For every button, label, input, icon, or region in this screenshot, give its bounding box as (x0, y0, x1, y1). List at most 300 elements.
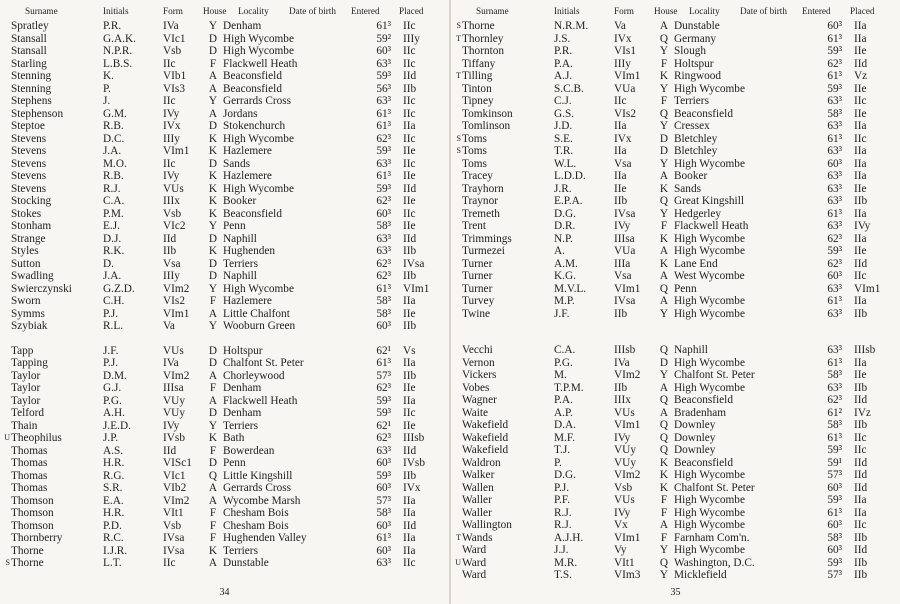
form-cell: VIm1 (163, 307, 190, 320)
form-cell: VIm1 (614, 419, 641, 431)
house-cell: Y (659, 45, 669, 57)
row-mark (455, 494, 462, 507)
row-mark (4, 258, 11, 271)
locality-cell: Chorleywood (223, 369, 285, 382)
surname-cell: Wagner (462, 394, 497, 406)
entered-cell: 60³ (827, 519, 842, 531)
table-row (4, 158, 445, 171)
house-cell: Q (659, 431, 669, 444)
placed-cell: IIc (854, 270, 867, 282)
entered-cell: 63³ (827, 344, 842, 356)
locality-cell: Beaconsfield (674, 456, 733, 469)
table-row (4, 170, 445, 183)
placed-cell: IIb (403, 320, 417, 332)
house-cell: Y (659, 157, 669, 170)
surname-cell: Thomas (11, 444, 48, 457)
row-mark (455, 569, 462, 582)
form-cell: VIm1 (614, 531, 641, 544)
locality-cell: Great Kingshill (674, 195, 744, 207)
initials-cell: M.R. (554, 556, 578, 569)
header-initials: Initials (103, 6, 129, 16)
house-cell: K (659, 257, 669, 270)
placed-cell: IIe (403, 382, 416, 394)
form-cell: IVsa (163, 544, 185, 557)
gap-cell (4, 333, 445, 345)
table-row (455, 532, 896, 545)
entered-cell: 61³ (827, 207, 842, 220)
initials-cell: H.R. (103, 507, 125, 519)
entered-cell: 63³ (827, 195, 842, 207)
initials-cell: T.S. (554, 569, 572, 581)
surname-cell: Tomkinson (462, 107, 513, 120)
form-cell: VIm3 (614, 569, 641, 581)
locality-cell: Bath (223, 432, 245, 444)
initials-cell: C.A. (103, 195, 125, 207)
placed-cell: IId (854, 469, 868, 481)
table-row (4, 95, 445, 108)
initials-cell: D.C. (103, 132, 125, 145)
table-row (4, 220, 445, 233)
initials-cell: M. (554, 369, 567, 381)
entered-cell: 58³ (376, 507, 391, 519)
surname-cell: Stansall (11, 32, 47, 45)
table-row (455, 108, 896, 121)
table-row (4, 270, 445, 283)
row-mark (4, 308, 11, 321)
form-cell: VIb2 (163, 482, 187, 494)
initials-cell: A.J. (554, 70, 573, 82)
placed-cell: IIb (854, 381, 868, 394)
house-cell: Y (659, 369, 669, 381)
form-cell: IVy (614, 506, 631, 519)
table-row (4, 45, 445, 58)
surname-cell: Wallen (462, 481, 494, 494)
house-cell: K (659, 70, 669, 82)
entered-cell: 60³ (376, 45, 391, 57)
initials-cell: A.S. (103, 444, 124, 457)
placed-cell: IIb (854, 195, 868, 207)
locality-cell: Denham (223, 20, 262, 32)
form-cell: IVy (614, 220, 631, 232)
surname-cell: Vecchi (462, 344, 493, 356)
placed-cell: IIa (403, 120, 416, 132)
locality-cell: Denham (223, 382, 262, 394)
placed-cell: IIa (403, 295, 416, 307)
initials-cell: J.P. (103, 432, 119, 444)
header-locality: Locality Date of birth (689, 6, 787, 16)
house-cell: Y (659, 120, 669, 132)
row-mark (4, 245, 11, 258)
locality-cell: Hughenden Valley (223, 532, 307, 544)
form-cell: VIc2 (163, 220, 186, 232)
row-mark (4, 482, 11, 495)
initials-cell: L.T. (103, 557, 122, 569)
entered-cell: 63³ (827, 120, 842, 132)
table-row (4, 432, 445, 445)
table-row (4, 520, 445, 533)
table-row (4, 495, 445, 508)
form-cell: VIm2 (163, 369, 190, 382)
placed-cell: IIc (403, 95, 416, 107)
entered-cell: 63³ (827, 307, 842, 320)
header-row (455, 4, 896, 20)
form-cell: VUy (163, 394, 185, 407)
row-mark (455, 233, 462, 246)
row-mark (455, 158, 462, 171)
table-row (4, 470, 445, 483)
row-mark (455, 208, 462, 221)
house-cell: K (208, 207, 218, 220)
initials-cell: P.D. (103, 519, 122, 532)
entered-cell: 61³ (376, 532, 391, 544)
surname-cell: Wallington (462, 519, 512, 531)
surname-cell: Traynor (462, 195, 498, 207)
house-cell: Q (659, 344, 669, 356)
row-mark (4, 58, 11, 71)
house-cell: F (209, 519, 217, 532)
gap-cell (455, 332, 896, 344)
row-mark (455, 270, 462, 283)
house-cell: D (659, 132, 669, 145)
placed-cell: IIa (854, 295, 867, 307)
house-cell: D (208, 457, 218, 469)
surname-cell: Vickers (462, 369, 497, 381)
form-cell: VIm2 (163, 494, 190, 507)
form-cell: VUy (614, 456, 636, 469)
row-mark (455, 382, 462, 395)
entered-cell: 61³ (376, 282, 391, 295)
surname-cell: Turmezei (462, 245, 505, 257)
form-cell: IIIx (163, 195, 180, 207)
section-gap (4, 333, 445, 345)
initials-cell: P.R. (103, 20, 122, 32)
house-cell: D (208, 120, 218, 132)
row-mark (4, 20, 11, 33)
placed-cell: IId (854, 57, 868, 70)
house-cell: D (208, 45, 218, 57)
house-cell: F (660, 57, 668, 70)
form-cell: VIt1 (614, 556, 635, 569)
entered-cell: 61³ (827, 356, 842, 369)
row-mark (455, 344, 462, 357)
entered-cell: 59¹ (827, 456, 842, 469)
initials-cell: D.G. (554, 207, 576, 220)
header-placed: Placed (850, 6, 875, 16)
locality-cell: Bowerdean (223, 444, 275, 457)
surname-cell: Stenning (11, 70, 52, 82)
table-row (4, 183, 445, 196)
entered-cell: 61³ (376, 107, 391, 120)
row-mark (455, 283, 462, 296)
locality-cell: Jordans (223, 107, 258, 120)
initials-cell: T.J. (554, 444, 571, 456)
placed-cell: IIe (403, 307, 416, 320)
row-mark: U (455, 557, 461, 567)
page-number-left: 34 (219, 587, 230, 598)
form-cell: IIIa (614, 257, 631, 270)
entered-cell: 60³ (827, 481, 842, 494)
form-cell: IIIsb (614, 344, 636, 356)
entered-cell: 60³ (376, 320, 391, 332)
initials-cell: R.K. (103, 245, 125, 257)
form-cell: IIc (163, 95, 176, 107)
house-cell: Q (659, 32, 669, 45)
house-cell: Q (659, 419, 669, 431)
header-form: Form (163, 6, 183, 16)
placed-cell: IId (403, 444, 417, 457)
initials-cell: J.E.D. (103, 419, 131, 432)
table-row (4, 58, 445, 71)
placed-cell: IId (403, 232, 417, 245)
placed-cell: IIb (403, 270, 417, 282)
placed-cell: IIe (403, 170, 416, 182)
surname-cell: Stevens (11, 157, 47, 170)
table-row (4, 370, 445, 383)
initials-cell: P.A. (554, 394, 573, 406)
row-mark (4, 370, 11, 383)
row-mark (4, 145, 11, 158)
surname-cell: Steptoe (11, 120, 45, 132)
house-cell: F (209, 507, 217, 519)
locality-cell: Chalfont St. Peter (674, 481, 755, 494)
row-mark (455, 544, 462, 557)
initials-cell: T.R. (554, 145, 574, 157)
table-row (455, 120, 896, 133)
row-mark: T (456, 532, 461, 542)
table-row (4, 120, 445, 133)
surname-cell: Tremeth (462, 207, 500, 220)
entered-cell: 58³ (827, 531, 842, 544)
table-row (455, 308, 896, 321)
entered-cell: 58³ (827, 369, 842, 381)
locality-cell: West Wycombe (674, 270, 745, 282)
form-cell: VUs (163, 182, 184, 195)
initials-cell: G.S. (554, 107, 575, 120)
initials-cell: I.J.R. (103, 544, 128, 557)
form-cell: IVy (614, 431, 631, 444)
house-cell: K (659, 456, 669, 469)
surname-cell: Sutton (11, 257, 41, 270)
surname-cell: Turvey (462, 295, 495, 307)
surname-cell: Strange (11, 232, 46, 245)
house-cell: Y (208, 220, 218, 232)
surname-cell: Trent (462, 220, 487, 232)
surname-cell: Tomlinson (462, 120, 511, 132)
placed-cell: IIc (403, 557, 416, 569)
form-cell: IIc (163, 57, 176, 70)
row-mark (4, 33, 11, 46)
section-gap (455, 332, 896, 344)
surname-cell: Theophilus (11, 432, 62, 444)
placed-cell: IIb (854, 531, 868, 544)
house-cell: Q (659, 282, 669, 295)
placed-cell: IIe (403, 220, 416, 232)
row-mark (455, 95, 462, 108)
table-row (455, 407, 896, 420)
table-row (4, 457, 445, 470)
placed-cell: IIIy (403, 32, 420, 45)
locality-cell: Little Kingshill (223, 469, 293, 482)
locality-cell: Chesham Bois (223, 519, 289, 532)
locality-cell: Sands (223, 157, 250, 170)
table-row (455, 83, 896, 96)
entered-cell: 62³ (376, 432, 391, 444)
row-mark: U (4, 433, 10, 442)
row-mark (455, 482, 462, 495)
table-row (4, 295, 445, 308)
initials-cell: J.F. (554, 307, 570, 320)
placed-cell: IIb (854, 569, 868, 581)
row-mark (4, 133, 11, 146)
surname-cell: Tinton (462, 82, 492, 95)
locality-cell: Downley (674, 419, 716, 431)
table-row (4, 420, 445, 433)
locality-cell: Hughenden (223, 245, 276, 257)
placed-cell: IIe (403, 195, 416, 207)
initials-cell: N.R.M. (554, 20, 589, 32)
entered-cell: 62³ (376, 270, 391, 282)
placed-cell: IId (854, 456, 868, 469)
placed-cell: IIb (854, 307, 868, 320)
table-row (455, 208, 896, 221)
house-cell: D (659, 145, 669, 157)
table-row (455, 369, 896, 382)
house-cell: A (208, 482, 218, 494)
entered-cell: 61³ (376, 170, 391, 182)
locality-cell: Downley (674, 444, 716, 456)
entered-cell: 57³ (827, 469, 842, 481)
locality-cell: High Wycombe (674, 469, 745, 481)
row-mark (4, 70, 11, 83)
locality-cell: Flackwell Heath (223, 394, 298, 407)
locality-cell: High Wycombe (674, 157, 745, 170)
table-row (455, 283, 896, 296)
row-mark (455, 369, 462, 382)
surname-cell: Styles (11, 245, 39, 257)
row-mark (4, 295, 11, 308)
form-cell: VIb1 (163, 70, 187, 82)
form-cell: IIIy (163, 132, 180, 145)
placed-cell: IIe (854, 45, 867, 57)
entered-cell: 60³ (376, 457, 391, 469)
house-cell: D (208, 407, 218, 419)
house-cell: F (209, 532, 217, 544)
form-cell: VIm2 (163, 282, 190, 295)
row-mark (4, 457, 11, 470)
initials-cell: M.O. (103, 157, 127, 170)
placed-cell: IIe (854, 107, 867, 120)
entered-cell: 63³ (827, 145, 842, 157)
section-gap (455, 320, 896, 332)
header-entered: Entered (802, 6, 831, 16)
locality-cell: Beaconsfield (223, 82, 282, 95)
placed-cell: IIa (854, 20, 867, 32)
initials-cell: A. (554, 245, 565, 257)
initials-cell: J.D. (554, 120, 573, 132)
entered-cell: 58³ (376, 220, 391, 232)
initials-cell: D.A. (554, 419, 576, 431)
locality-cell: Little Chalfont (223, 307, 290, 320)
entered-cell: 60³ (376, 207, 391, 220)
locality-cell: Naphill (223, 232, 257, 245)
form-cell: VIs3 (163, 82, 185, 95)
house-cell: Y (208, 320, 218, 332)
table-row (455, 419, 896, 432)
header-house: House (654, 6, 678, 16)
row-mark (4, 470, 11, 483)
placed-cell: IVx (403, 482, 421, 494)
placed-cell: IId (403, 182, 417, 195)
table-row (4, 83, 445, 96)
surname-cell: Twine (462, 307, 491, 320)
surname-cell: Tracey (462, 170, 493, 182)
form-cell: IVy (163, 419, 180, 432)
table-row (455, 357, 896, 370)
form-cell: Vx (614, 519, 628, 531)
form-cell: VUs (614, 406, 635, 419)
surname-cell: Stenning (11, 82, 52, 95)
surname-cell: Stevens (11, 170, 47, 182)
row-mark (4, 407, 11, 420)
table-row (4, 395, 445, 408)
surname-cell: Waller (462, 506, 492, 519)
house-cell: F (660, 220, 668, 232)
table-row (455, 482, 896, 495)
placed-cell: Vs (403, 344, 416, 357)
initials-cell: A.M. (554, 257, 578, 270)
entered-cell: 63³ (827, 220, 842, 232)
form-cell: IIb (614, 307, 628, 320)
initials-cell: P.G. (103, 394, 122, 407)
entered-cell: 61³ (376, 20, 391, 32)
locality-cell: Naphill (674, 344, 708, 356)
placed-cell: IIe (854, 182, 867, 195)
form-cell: Va (163, 320, 175, 332)
locality-cell: Booker (223, 195, 257, 207)
placed-cell: IVz (854, 406, 871, 419)
surname-cell: Taylor (11, 369, 41, 382)
placed-cell: IIc (403, 20, 416, 32)
locality-cell: Penn (223, 457, 246, 469)
form-cell: IIb (163, 245, 177, 257)
entered-cell: 63³ (827, 381, 842, 394)
surname-cell: Wands (462, 531, 493, 544)
page-number-right: 35 (670, 587, 681, 598)
surname-cell: Wakefield (462, 419, 509, 431)
house-cell: A (208, 394, 218, 407)
surname-cell: Toms (462, 157, 487, 170)
entered-cell: 58³ (827, 419, 842, 431)
surname-cell: Toms (462, 145, 487, 157)
initials-cell: M.P. (554, 295, 575, 307)
surname-cell: Thomas (11, 457, 48, 469)
row-mark: S (456, 146, 461, 155)
surname-cell: Ward (462, 544, 487, 556)
surname-cell: Taylor (11, 382, 41, 394)
locality-cell: High Wycombe (223, 32, 294, 45)
entered-cell: 57³ (827, 569, 842, 581)
row-mark (4, 283, 11, 296)
table-row (4, 308, 445, 321)
house-cell: A (208, 107, 218, 120)
house-cell: K (208, 182, 218, 195)
form-cell: IVx (163, 120, 181, 132)
form-cell: IIa (614, 170, 627, 182)
form-cell: VIc1 (163, 32, 186, 45)
surname-cell: Waite (462, 406, 489, 419)
locality-cell: High Wycombe (223, 45, 294, 57)
form-cell: VUy (163, 407, 185, 419)
